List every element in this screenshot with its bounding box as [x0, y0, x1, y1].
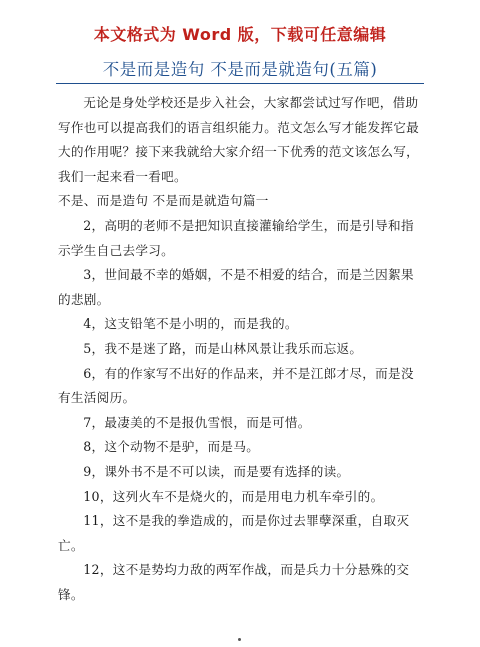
- list-item: 3，世间最不幸的婚姻，不是不相爱的结合，而是兰因絮果的悲剧。: [58, 267, 414, 307]
- page-footer-mark: [238, 638, 241, 641]
- list-item: 12，这不是势均力敌的两军作战，而是兵力十分悬殊的交锋。: [58, 562, 410, 602]
- list-item: 11，这不是我的拳造成的，而是你过去罪孽深重，自取灭亡。: [58, 513, 410, 553]
- list-item: 7，最凄美的不是报仇雪恨，而是可惜。: [83, 414, 311, 430]
- format-banner: 本文格式为 Word 版，下载可任意编辑: [93, 25, 387, 44]
- document-body: [58, 91, 424, 607]
- list-item: 4，这支铅笔不是小明的，而是我的。: [83, 316, 298, 332]
- list-item: 9，课外书不是不可以读，而是要有选择的读。: [83, 463, 350, 479]
- intro-paragraph: 无论是身处学校还是步入社会，大家都尝试过写作吧，借助写作也可以提高我们的语言组织能力。范文怎么写才能发挥它最大的作用呢？接下来我就给大家介绍一下优秀的范文该怎么写，我们一起来看一看吧。: [58, 95, 420, 184]
- list-item: 10，这列火车不是烧火的，而是用电力机车牵引的。: [83, 488, 384, 504]
- list-item: 2，高明的老师不是把知识直接灌输给学生，而是引导和指示学生自己去学习。: [58, 217, 414, 258]
- title-underline: [56, 83, 424, 84]
- list-item: 6，有的作家写不出好的作品来，并不是江郎才尽，而是没有生活阅历。: [58, 365, 414, 406]
- section-heading: 不是、而是造句 不是而是就造句篇一: [58, 193, 269, 209]
- list-item: 5，我不是迷了路，而是山林风景让我乐而忘返。: [83, 340, 363, 356]
- list-item: 8，这个动物不是驴，而是马。: [83, 439, 260, 455]
- document-title: 不是而是造句 不是而是就造句(五篇): [102, 60, 378, 79]
